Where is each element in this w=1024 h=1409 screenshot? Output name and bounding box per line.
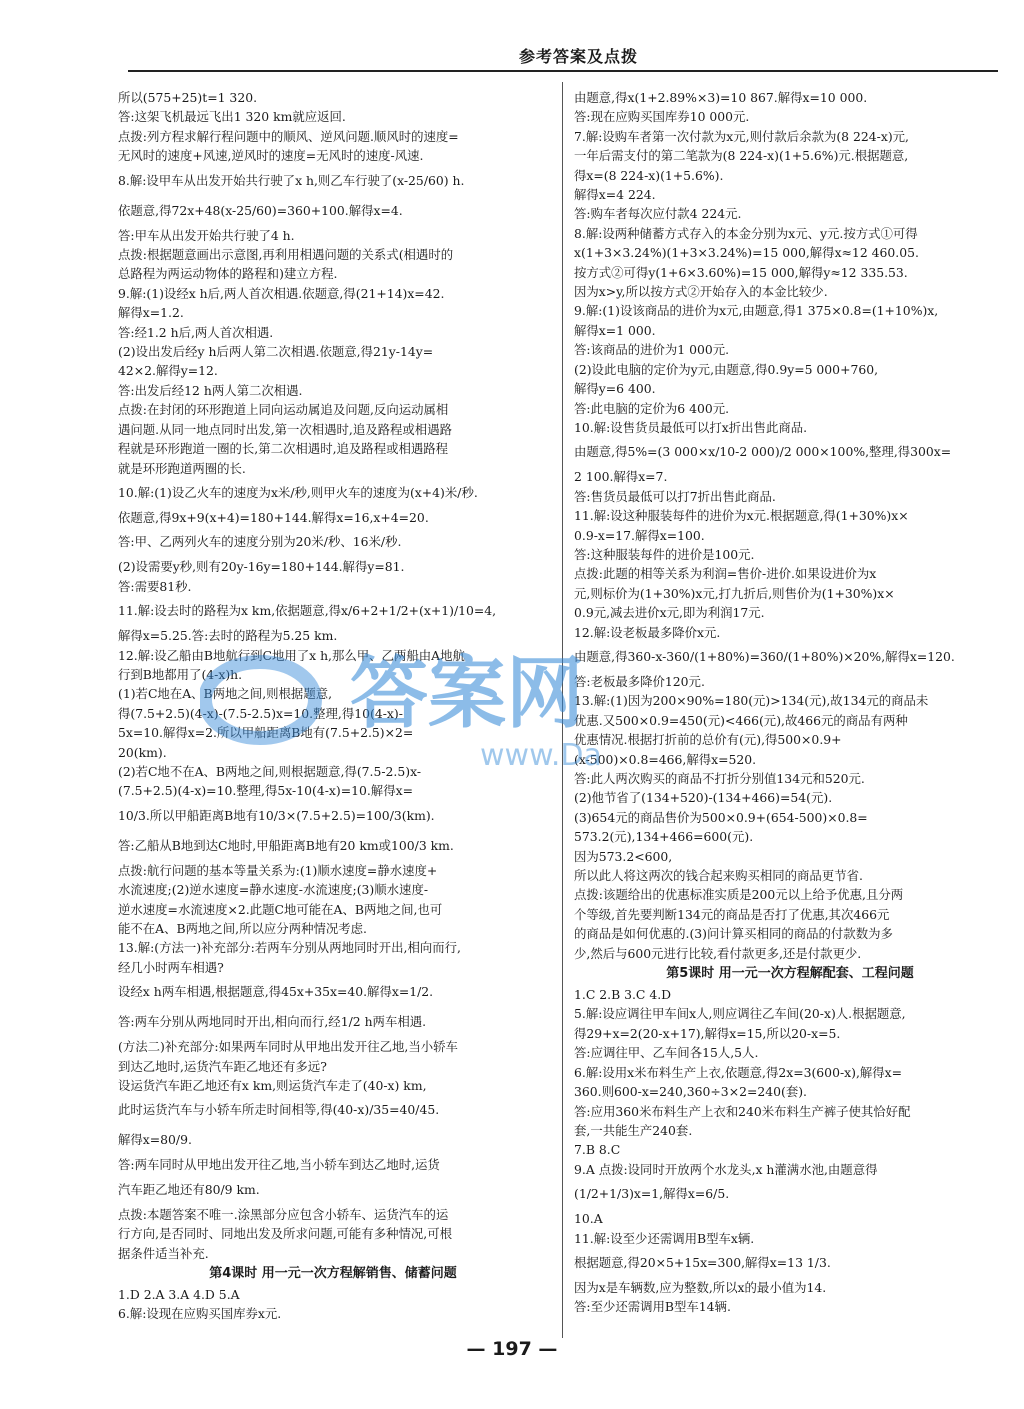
text-line: 优惠情况.根据打折前的总价有(元),得500×0.9+: [574, 732, 842, 748]
text-line: (1/2+1/3)x=1,解得x=6/5.: [574, 1186, 730, 1202]
text-line: 9.解:(1)设该商品的进价为x元,由题意,得1 375×0.8=(1+10%)x,: [574, 303, 939, 319]
text-line: (1)若C地在A、B两地之间,则根据题意,: [118, 686, 333, 702]
text-line: 5x=10.解得x=2.所以甲船距离B地有(7.5+2.5)×2=: [118, 725, 414, 741]
text-line: 9.解:(1)设经x h后,两人首次相遇.依题意,得(21+14)x=42.: [118, 285, 445, 301]
text-line: 12.解:设老板最多降价x元.: [574, 624, 721, 640]
text-line: 答:售货员最低可以打7折出售此商品.: [574, 488, 776, 504]
text-line: 8.解:设两种储蓄方式存入的本金分别为x元、y元.按方式①可得: [574, 225, 918, 241]
text-line: 答:两车同时从甲地出发开往乙地,当小轿车到达乙地时,运货: [118, 1157, 440, 1173]
text-line: 答:应用360米布料生产上衣和240米布料生产裤子使其恰好配: [574, 1103, 911, 1119]
text-line: 答:甲、乙两列火车的速度分别为20米/秒、16米/秒.: [118, 534, 402, 550]
text-line: 答:出发后经12 h两人第二次相遇.: [118, 382, 303, 398]
text-line: 解得y=6 400.: [574, 381, 656, 397]
text-line: 解得x=1 000.: [574, 322, 656, 338]
page-number: — 197 —: [466, 1338, 558, 1360]
text-line: 13.解:(1)因为200×90%=180(元)>134(元),故134元的商品未: [574, 693, 929, 709]
text-line: 答:现在应购买国库券10 000元.: [574, 109, 750, 125]
text-line: 8.解:设甲车从出发开始共行驶了x h,则乙车行驶了(x-25/60) h.: [118, 172, 465, 188]
text-line: 答:需要81秒.: [118, 578, 192, 594]
text-line: 就是环形跑道两圈的长.: [118, 460, 246, 476]
text-line: 由题意,得360-x-360/(1+80%)=360/(1+80%)×20%,解得x=120.: [574, 648, 955, 664]
text-line: (2)若C地不在A、B两地之间,则根据题意,得(7.5-2.5)x-: [118, 763, 422, 779]
text-line: 行方向,是否同时、同地出发及所求问题,可能有多种情况,可根: [118, 1226, 452, 1242]
text-line: 汽车距乙地还有80/9 km.: [118, 1181, 260, 1197]
column-divider: [562, 82, 563, 1338]
text-line: 0.9元,减去进价x元,即为利润17元.: [574, 605, 765, 621]
text-line: 2 100.解得x=7.: [574, 469, 668, 485]
text-line: 行到B地都用了(4-x)h.: [118, 666, 243, 682]
watermark-text: 答案网: [350, 649, 585, 739]
text-line: 一年后需支付的第二笔款为(8 224-x)(1+5.6%)元.根据题意,: [574, 148, 909, 164]
text-line: 5.解:设应调往甲车间x人,则应调往乙车间(20-x)人.根据题意,: [574, 1006, 906, 1022]
text-line: 程就是环形跑道一圈的长,第二次相遇时,追及路程或相遇路程: [118, 441, 449, 457]
text-line: 答:这种服装每件的进价是100元.: [574, 546, 755, 562]
text-line: (3)654元的商品售价为500×0.9+(654-500)×0.8=: [574, 809, 868, 825]
text-line: 得(7.5+2.5)(4-x)-(7.5-2.5)x=10.整理,得10(4-x)-: [118, 705, 403, 721]
text-line: (方法二)补充部分:如果两车同时从甲地出发开往乙地,当小轿车: [118, 1039, 458, 1055]
text-line: 无风时的速度+风速,逆风时的速度=无风时的速度-风速.: [118, 148, 424, 164]
text-line: 答:此人两次购买的商品不打折分别值134元和520元.: [574, 771, 865, 786]
right-column: [574, 88, 1006, 1317]
text-line: (x-500)×0.8=466,解得x=520.: [574, 751, 757, 767]
text-line: 42×2.解得y=12.: [118, 363, 218, 379]
text-line: 360.则600-x=240,360÷3×2=240(套).: [574, 1084, 807, 1100]
text-line: 因为x>y,所以按方式②开始存入的本金比较少.: [574, 284, 828, 300]
text-line: 11.解:设这种服装每件的进价为x元.根据题意,得(1+30%)x×: [574, 508, 909, 524]
text-line: 遇问题.从同一地点同时出发,第一次相遇时,追及路程或相遇路: [118, 421, 452, 437]
text-line: 设经x h两车相遇,根据题意,得45x+35x=40.解得x=1/2.: [118, 984, 434, 1000]
text-line: 优惠.又500×0.9=450(元)<466(元),故466元的商品有两种: [574, 712, 908, 728]
text-line: 元,则标价为(1+30%)x元,打九折后,则售价为(1+30%)x×: [574, 585, 895, 601]
text-line: 6.解:设用x米布料生产上衣,依题意,得2x=3(600-x),解得x=: [574, 1064, 903, 1080]
text-line: 逆水速度=水流速度×2.此题C地可能在A、B两地之间,也可: [118, 901, 443, 917]
text-line: 答:此电脑的定价为6 400元.: [574, 400, 730, 416]
text-line: 答:老板最多降价120元.: [574, 673, 705, 689]
text-line: 套,一共能生产240套.: [574, 1122, 693, 1138]
text-line: 答:应调往甲、乙车间各15人,5人.: [574, 1045, 759, 1061]
text-line: 6.解:设现在应购买国库券x元.: [118, 1306, 282, 1322]
text-line: 个等级,首先要判断134元的商品是否打了优惠,其次466元: [574, 906, 890, 922]
text-line: 点拨:此题的相等关系为利润=售价-进价.如果设进价为x: [574, 566, 877, 582]
text-line: 1.D 2.A 3.A 4.D 5.A: [118, 1287, 240, 1303]
text-line: (2)设出发后经y h后两人第二次相遇.依题意,得21y-14y=: [118, 344, 434, 360]
section-heading: 第4课时 用一元一次方程解销售、储蓄问题: [209, 1266, 457, 1282]
text-line: 答:购车者每次应付款4 224元.: [574, 206, 742, 222]
text-line: x(1+3×3.24%)(1+3×3.24%)=15 000,解得x≈12 460.05.: [574, 245, 919, 261]
text-line: 得x=(8 224-x)(1+5.6%).: [574, 167, 724, 183]
text-line: 总路程为两运动物体的路程和)建立方程.: [118, 266, 338, 282]
text-line: 573.2(元),134+466=600(元).: [574, 829, 754, 845]
text-line: 所以(575+25)t=1 320.: [118, 90, 258, 105]
text-line: 解得x=80/9.: [118, 1132, 192, 1148]
text-line: 据条件适当补充.: [118, 1245, 209, 1261]
text-line: (7.5+2.5)(4-x)=10.整理,得5x-10(4-x)=10.解得x=: [118, 783, 413, 799]
text-line: 答:经1.2 h后,两人首次相遇.: [118, 324, 274, 340]
text-line: 由题意,得5%=(3 000×x/10-2 000)/2 000×100%,整理,得300x=: [574, 444, 952, 460]
text-line: 10.解:设售货员最低可以打x折出售此商品.: [574, 419, 808, 435]
text-line: 得29+x=2(20-x+17),解得x=15,所以20-x=5.: [574, 1025, 841, 1041]
text-line: 7.B 8.C: [574, 1142, 621, 1158]
text-line: 答:乙船从B地到达C地时,甲船距离B地有20 km或100/3 km.: [118, 837, 454, 853]
text-line: 答:该商品的进价为1 000元.: [574, 342, 730, 358]
text-line: 经几小时两车相遇?: [118, 959, 224, 975]
text-line: 1.C 2.B 3.C 4.D: [574, 987, 672, 1003]
text-line: (2)设此电脑的定价为y元,由题意,得0.9y=5 000+760,: [574, 361, 879, 377]
text-line: 依题意,得72x+48(x-25/60)=360+100.解得x=4.: [118, 202, 403, 218]
text-line: 答:至少还需调用B型车14辆.: [574, 1299, 731, 1315]
watermark-url: www.Da: [480, 738, 602, 770]
text-line: 因为x是车辆数,应为整数,所以x的最小值为14.: [574, 1279, 827, 1295]
text-line: 点拨:在封闭的环形跑道上同向运动属追及问题,反向运动属相: [118, 402, 449, 418]
text-line: 11.解:设去时的路程为x km,依据题意,得x/6+2+1/2+(x+1)/10=4,: [118, 603, 497, 619]
text-line: 少,然后与600元进行比较,看付款更多,还是付款更少.: [574, 945, 862, 961]
text-line: 点拨:航行问题的基本等量关系为:(1)顺水速度=静水速度+: [118, 862, 438, 878]
text-line: 答:甲车从出发开始共行驶了4 h.: [118, 227, 295, 243]
text-line: 答:两车分别从两地同时开出,相向而行,经1/2 h两车相遇.: [118, 1014, 427, 1030]
text-line: (2)设需要y秒,则有20y-16y=180+144.解得y=81.: [118, 559, 405, 575]
text-line: 因为573.2<600,: [574, 848, 673, 864]
text-line: 由题意,得x(1+2.89%×3)=10 867.解得x=10 000.: [574, 90, 868, 105]
text-line: 13.解:(方法一)补充部分:若两车分别从两地同时开出,相向而行,: [118, 940, 461, 956]
text-line: 点拨:列方程求解行程问题中的顺风、逆风问题.顺风时的速度=: [118, 128, 459, 144]
text-line: 解得x=4 224.: [574, 187, 656, 203]
text-line: 能不在A、B两地之间,所以应分两种情况考虑.: [118, 921, 367, 936]
text-line: 解得x=5.25.答:去时的路程为5.25 km.: [118, 628, 338, 644]
header-title: 参考答案及点拨: [518, 47, 638, 66]
text-line: 所以此人将这两次的钱合起来购买相同的商品更节省.: [574, 868, 863, 884]
text-line: 根据题意,得20×5+15x=300,解得x=13 1/3.: [574, 1254, 831, 1270]
text-line: (2)他节省了(134+520)-(134+466)=54(元).: [574, 790, 833, 806]
text-line: 9.A 点拨:设同时开放两个水龙头,x h灌满水池,由题意得: [574, 1161, 878, 1177]
text-line: 点拨:根据题意画出示意图,再利用相遇问题的关系式(相遇时的: [118, 247, 454, 263]
text-line: 解得x=1.2.: [118, 305, 184, 321]
text-line: 水流速度;(2)逆水速度=静水速度-水流速度;(3)顺水速度-: [118, 882, 429, 898]
text-line: 此时运货汽车与小轿车所走时间相等,得(40-x)/35=40/45.: [118, 1102, 440, 1118]
text-line: 答:这架飞机最远飞出1 320 km就应返回.: [118, 109, 346, 125]
text-line: 12.解:设乙船由B地航行到C地用了x h,那么甲、乙两船由A地航: [118, 647, 465, 663]
text-line: 的商品是如何优惠的.(3)问计算买相同的商品的付款数为多: [574, 926, 893, 942]
section-heading: 第5课时 用一元一次方程解配套、工程问题: [666, 966, 914, 982]
page-header: [128, 44, 998, 72]
text-line: 按方式②可得y(1+6×3.60%)=15 000,解得y≈12 335.53.: [574, 264, 908, 280]
text-line: 7.解:设购车者第一次付款为x元,则付款后余款为(8 224-x)元,: [574, 128, 909, 144]
text-line: 20(km).: [118, 744, 167, 760]
left-column: [118, 88, 548, 1324]
text-line: 11.解:设至少还需调用B型车x辆.: [574, 1230, 755, 1246]
text-line: 依题意,得9x+9(x+4)=180+144.解得x=16,x+4=20.: [118, 509, 429, 525]
text-line: 10.解:(1)设乙火车的速度为x米/秒,则甲火车的速度为(x+4)米/秒.: [118, 484, 478, 500]
text-line: 0.9-x=17.解得x=100.: [574, 527, 705, 543]
text-line: 点拨:本题答案不唯一.涂黑部分应包含小轿车、运货汽车的运: [118, 1206, 449, 1222]
text-line: 10/3.所以甲船距离B地有10/3×(7.5+2.5)=100/3(km).: [118, 807, 435, 823]
text-line: 设运货汽车距乙地还有x km,则运货汽车走了(40-x) km,: [118, 1078, 427, 1094]
text-line: 10.A: [574, 1211, 603, 1227]
text-line: 点拨:该题给出的优惠标准实质是200元以上给予优惠,且分两: [574, 887, 904, 903]
text-line: 到达乙地时,运货汽车距乙地还有多远?: [118, 1058, 327, 1074]
